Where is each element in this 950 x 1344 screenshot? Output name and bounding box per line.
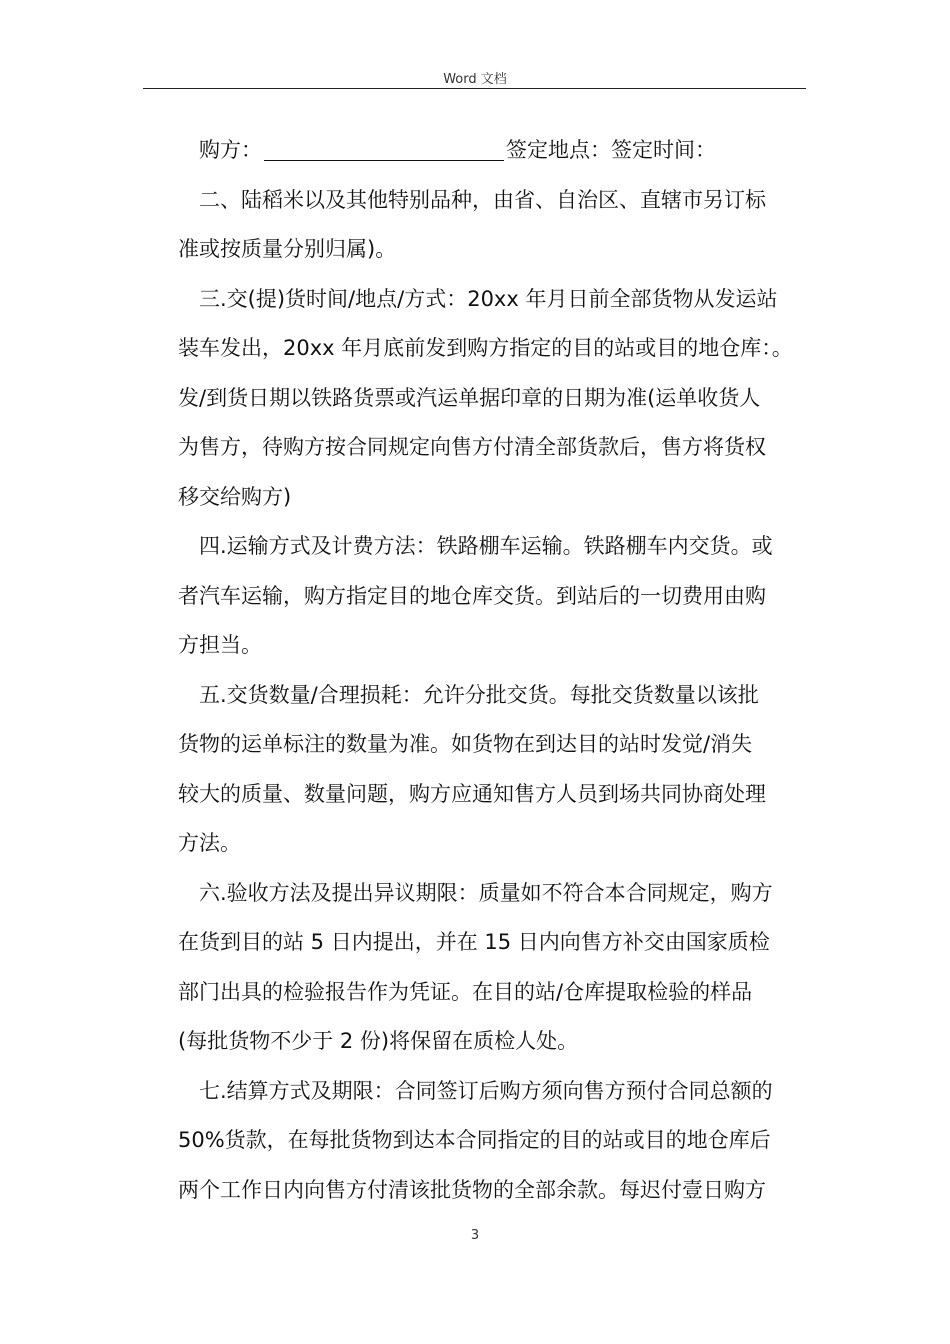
paragraph-line: 为售方，待购方按合同规定向售方付清全部货款后，售方将货权: [178, 435, 766, 459]
signing-place-time-label: 签定地点：签定时间：: [506, 138, 716, 162]
buyer-blank-field: [264, 136, 504, 161]
header-rule: [143, 88, 806, 89]
paragraph-line: 五.交货数量/合理损耗：允许分批交货。每批交货数量以该批: [199, 682, 759, 707]
paragraph-line: 部门出具的检验报告作为凭证。在目的站/仓库提取检验的样品: [178, 979, 753, 1004]
paragraph-line: 六.验收方法及提出异议期限：质量如不符合本合同规定，购方: [199, 880, 773, 905]
paragraph-5: [178, 671, 818, 869]
paragraph-line: 四.运输方式及计费方法：铁路棚车运输。铁路棚车内交货。或: [199, 534, 773, 558]
signature-line-text: [178, 126, 818, 176]
signature-line: [178, 126, 818, 176]
paragraph-line: 七.结算方式及期限：合同签订后购方须向售方预付合同总额的: [199, 1078, 773, 1103]
paragraph-line: 两个工作日内向售方付清该批货物的全部余款。每迟付壹日购方: [178, 1177, 766, 1202]
paragraph-line: 准或按质量分别归属)。: [178, 237, 397, 261]
paragraph-line: 较大的质量、数量问题，购方应通知售方人员到场共同协商处理: [178, 781, 766, 806]
buyer-label: 购方：: [199, 138, 262, 162]
paragraph-line: (每批货物不少于 2 份)将保留在质检人处。: [178, 1029, 579, 1053]
page-number: 3: [470, 1228, 480, 1243]
paragraph-line: 者汽车运输，购方指定目的地仓库交货。到站后的一切费用由购: [178, 583, 766, 608]
paragraph-line: 货物的运单标注的数量为准。如货物在到达目的站时发觉/消失: [178, 732, 753, 756]
page-header: Word 文档: [443, 72, 507, 87]
paragraph-6: [178, 869, 818, 1067]
paragraph-line: 二、陆稻米以及其他特别品种，由省、自治区、直辖市另订标: [199, 187, 766, 212]
document-body: [178, 126, 818, 1215]
paragraph-line: 方法。: [178, 831, 241, 855]
paragraph-3: [178, 275, 818, 523]
paragraph-line: 方担当。: [178, 633, 262, 657]
paragraph-4: [178, 522, 818, 671]
paragraph-line: 发/到货日期以铁路货票或汽运单据印章的日期为准(运单收货人: [178, 385, 761, 410]
paragraph-line: 三.交(提)货时间/地点/方式：20xx 年月日前全部货物从发运站: [199, 286, 778, 311]
paragraph-line: 移交给购方): [178, 484, 292, 509]
paragraph-line: 50%货款，在每批货物到达本合同指定的目的站或目的地仓库后: [178, 1128, 771, 1152]
paragraph-2: [178, 176, 818, 275]
paragraph-7: [178, 1067, 818, 1216]
paragraph-line: 在货到目的站 5 日内提出，并在 15 日内向售方补交由国家质检: [178, 930, 770, 954]
paragraph-line: 装车发出，20xx 年月底前发到购方指定的目的站或目的地仓库：。: [178, 336, 793, 360]
